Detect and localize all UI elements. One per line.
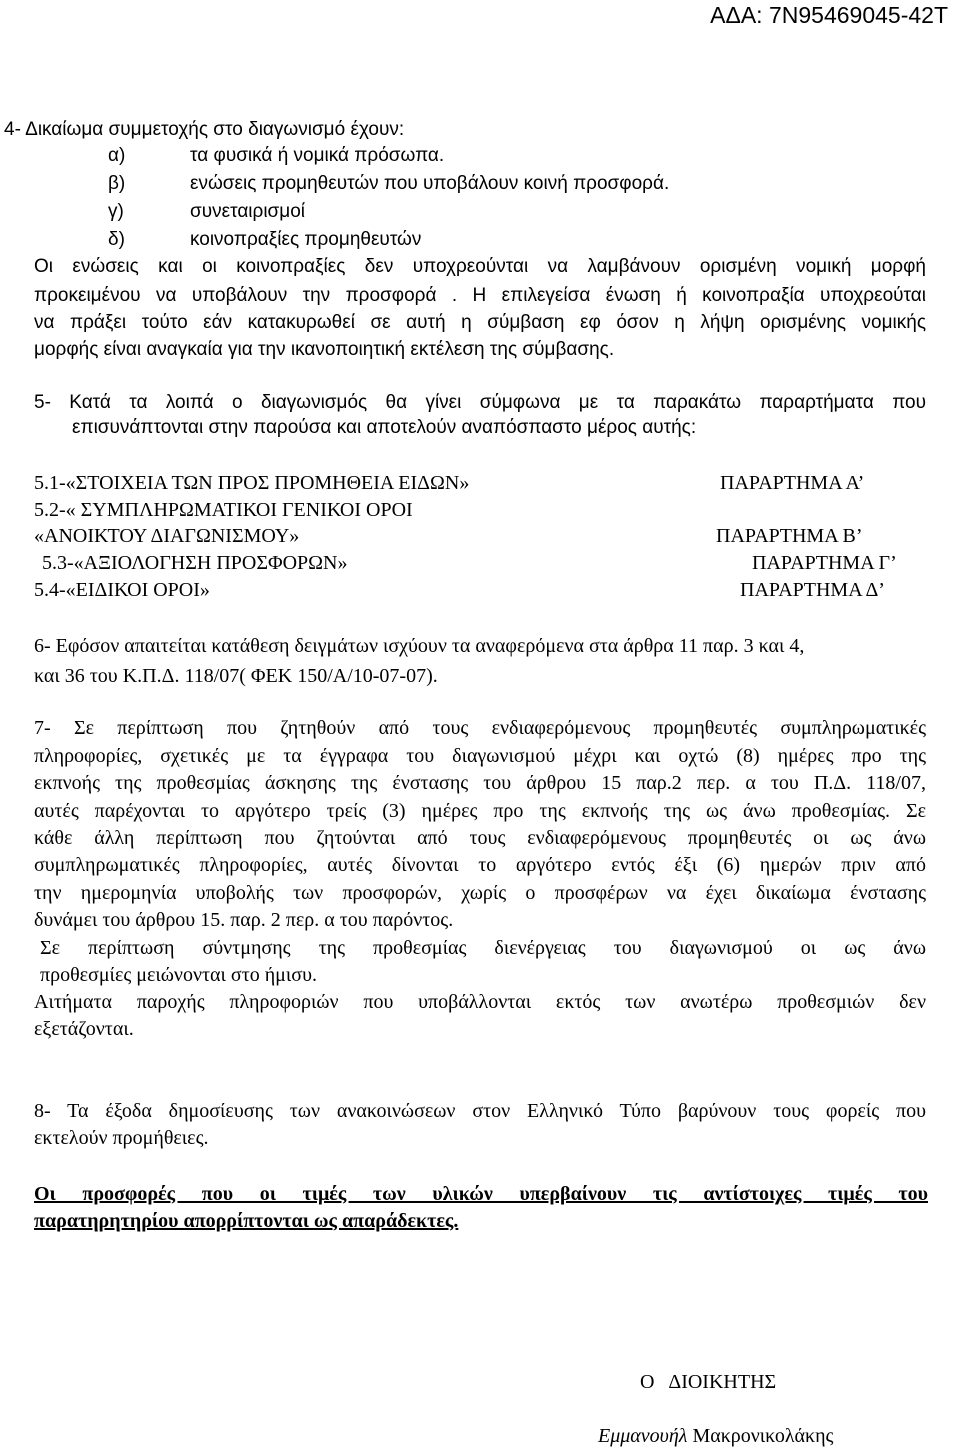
notice-line: Οι προσφορές που οι τιμές των υλικών υπερβαίνουν τις αντίστοιχες τιμές του: [34, 1183, 928, 1205]
section4-paragraph-line: Οι ενώσεις και οι κοινοπραξίες δεν υποχρεούνται να λαμβάνουν ορισμένη νομική μορφή: [34, 256, 926, 277]
section4-paragraph-line: να πράξει τούτο εάν κατακυρωθεί σε αυτή η σύμβαση εφ όσον η λήψη ορισμένης νομικής: [34, 312, 926, 333]
ada-code: ΑΔΑ: 7Ν95469045-42Τ: [710, 2, 948, 28]
section7-para3-line: Αιτήματα παροχής πληροφοριών που υποβάλλονται εκτός των ανωτέρω προθεσμιών δεν: [34, 991, 926, 1013]
annex-b-label: ΠΑΡΑΡΤΗΜΑ Β’: [716, 525, 863, 547]
section7-line: συμπληρωματικές πληροφορίες, αυτές δίνονται το αργότερο εντός έξι (6) ημερών πριν από: [34, 854, 926, 876]
item-text: ενώσεις προμηθευτών που υποβάλουν κοινή προσφορά.: [190, 173, 670, 194]
annex-d-label: ΠΑΡΑΡΤΗΜΑ Δ’: [740, 579, 885, 601]
signature-first-name: Εμμανουήλ: [598, 1425, 688, 1447]
section4-item-b: [0, 171, 960, 197]
section4-item-d: [0, 227, 960, 253]
section7-line: πληροφορίες, σχετικές με τα έγγραφα του διαγωνισμού μέχρι και οχτώ (8) ημέρες προ της: [34, 745, 926, 767]
section4-item-a: [0, 143, 960, 169]
signature-title: Ο ΔΙΟΙΚΗΤΗΣ: [640, 1371, 777, 1393]
section5-line: επισυνάπτονται στην παρούσα και αποτελούν αναπόσπαστο μέρος αυτής:: [72, 417, 697, 438]
section7-line: αυτές παρέχονται το αργότερο τρείς (3) ημέρες προ της εκπνοής της ως άνω προθεσμίας. Σε: [34, 800, 926, 822]
annex-b-title-cont: «ΑΝΟΙΚΤΟΥ ΔΙΑΓΩΝΙΣΜΟΥ»: [34, 525, 300, 547]
section8-line: εκτελούν προμήθειες.: [34, 1127, 209, 1149]
section6-line: και 36 του Κ.Π.Δ. 118/07( ΦΕΚ 150/Α/10-07-07).: [34, 665, 438, 687]
section8-line: 8- Τα έξοδα δημοσίευσης των ανακοινώσεων στον Ελληνικό Τύπο βαρύνουν τους φορείς που: [34, 1100, 926, 1122]
section7-para3-line: εξετάζονται.: [34, 1018, 134, 1040]
section4-heading: 4- Δικαίωμα συμμετοχής στο διαγωνισμό έχουν:: [4, 119, 405, 140]
item-label: β): [108, 173, 126, 194]
section4-paragraph-line: προκειμένου να υποβάλουν την προσφορά . Η επιλεγείσα ένωση ή κοινοπραξία υποχρεούται: [34, 285, 926, 306]
annex-c-label: ΠΑΡΑΡΤΗΜΑ Γ’: [752, 552, 897, 574]
section5-line: 5- Κατά τα λοιπά ο διαγωνισμός θα γίνει σύμφωνα με τα παρακάτω παραρτήματα που: [34, 392, 926, 413]
section7-line: εκπνοής της προθεσμίας άσκησης της ένστασης του άρθρου 15 παρ.2 περ. α του Π.Δ. 118/07,: [34, 772, 926, 794]
annex-a-label: ΠΑΡΑΡΤΗΜΑ Α’: [720, 472, 865, 494]
annex-d-title: 5.4-«ΕΙΔΙΚΟΙ ΟΡΟΙ»: [34, 579, 210, 601]
item-label: γ): [108, 201, 124, 222]
section7-line: δυνάμει του άρθρου 15. παρ. 2 περ. α του παρόντος.: [34, 909, 454, 931]
notice-line: παρατηρητηρίου απορρίπτονται ως απαράδεκτες.: [34, 1210, 459, 1232]
section7-para2-line: προθεσμίες μειώνονται στο ήμισυ.: [40, 964, 317, 986]
section7-line: 7- Σε περίπτωση που ζητηθούν από τους ενδιαφερόμενους προμηθευτές συμπληρωματικές: [34, 717, 926, 739]
annex-a-title: 5.1-«ΣΤΟΙΧΕΙΑ ΤΩΝ ΠΡΟΣ ΠΡΟΜΗΘΕΙΑ ΕΙΔΩΝ»: [34, 472, 470, 494]
annex-b-title: 5.2-« ΣΥΜΠΛΗΡΩΜΑΤΙΚΟΙ ΓΕΝΙΚΟΙ ΟΡΟΙ: [34, 499, 413, 521]
section6-line: 6- Εφόσον απαιτείται κατάθεση δειγμάτων ισχύουν τα αναφερόμενα στα άρθρα 11 παρ. 3 και 4,: [34, 635, 805, 657]
item-text: τα φυσικά ή νομικά πρόσωπα.: [190, 145, 445, 166]
item-text: κοινοπραξίες προμηθευτών: [190, 229, 422, 250]
signature-name: [598, 1422, 833, 1450]
item-label: α): [108, 145, 126, 166]
item-label: δ): [108, 229, 125, 250]
signature-last-name: Μακρονικολάκης: [692, 1425, 834, 1447]
section7-para2-line: Σε περίπτωση σύντμησης της προθεσμίας διενέργειας του διαγωνισμού οι ως άνω: [40, 937, 926, 959]
item-text: συνεταιρισμοί: [190, 201, 306, 222]
section4-paragraph-line: μορφής είναι αναγκαία για την ικανοποιητική εκτέλεση της σύμβασης.: [34, 339, 615, 360]
section7-line: την ημερομηνία υποβολής των προσφορών, χωρίς ο προσφέρων να έχει δικαίωμα ένστασης: [34, 882, 926, 904]
annex-c-title: 5.3-«ΑΞΙΟΛΟΓΗΣΗ ΠΡΟΣΦΟΡΩΝ»: [42, 552, 348, 574]
section7-line: κάθε άλλη περίπτωση που ζητούνται από τους ενδιαφερόμενους προμηθευτές οι ως άνω: [34, 827, 926, 849]
section4-item-c: [0, 199, 960, 225]
